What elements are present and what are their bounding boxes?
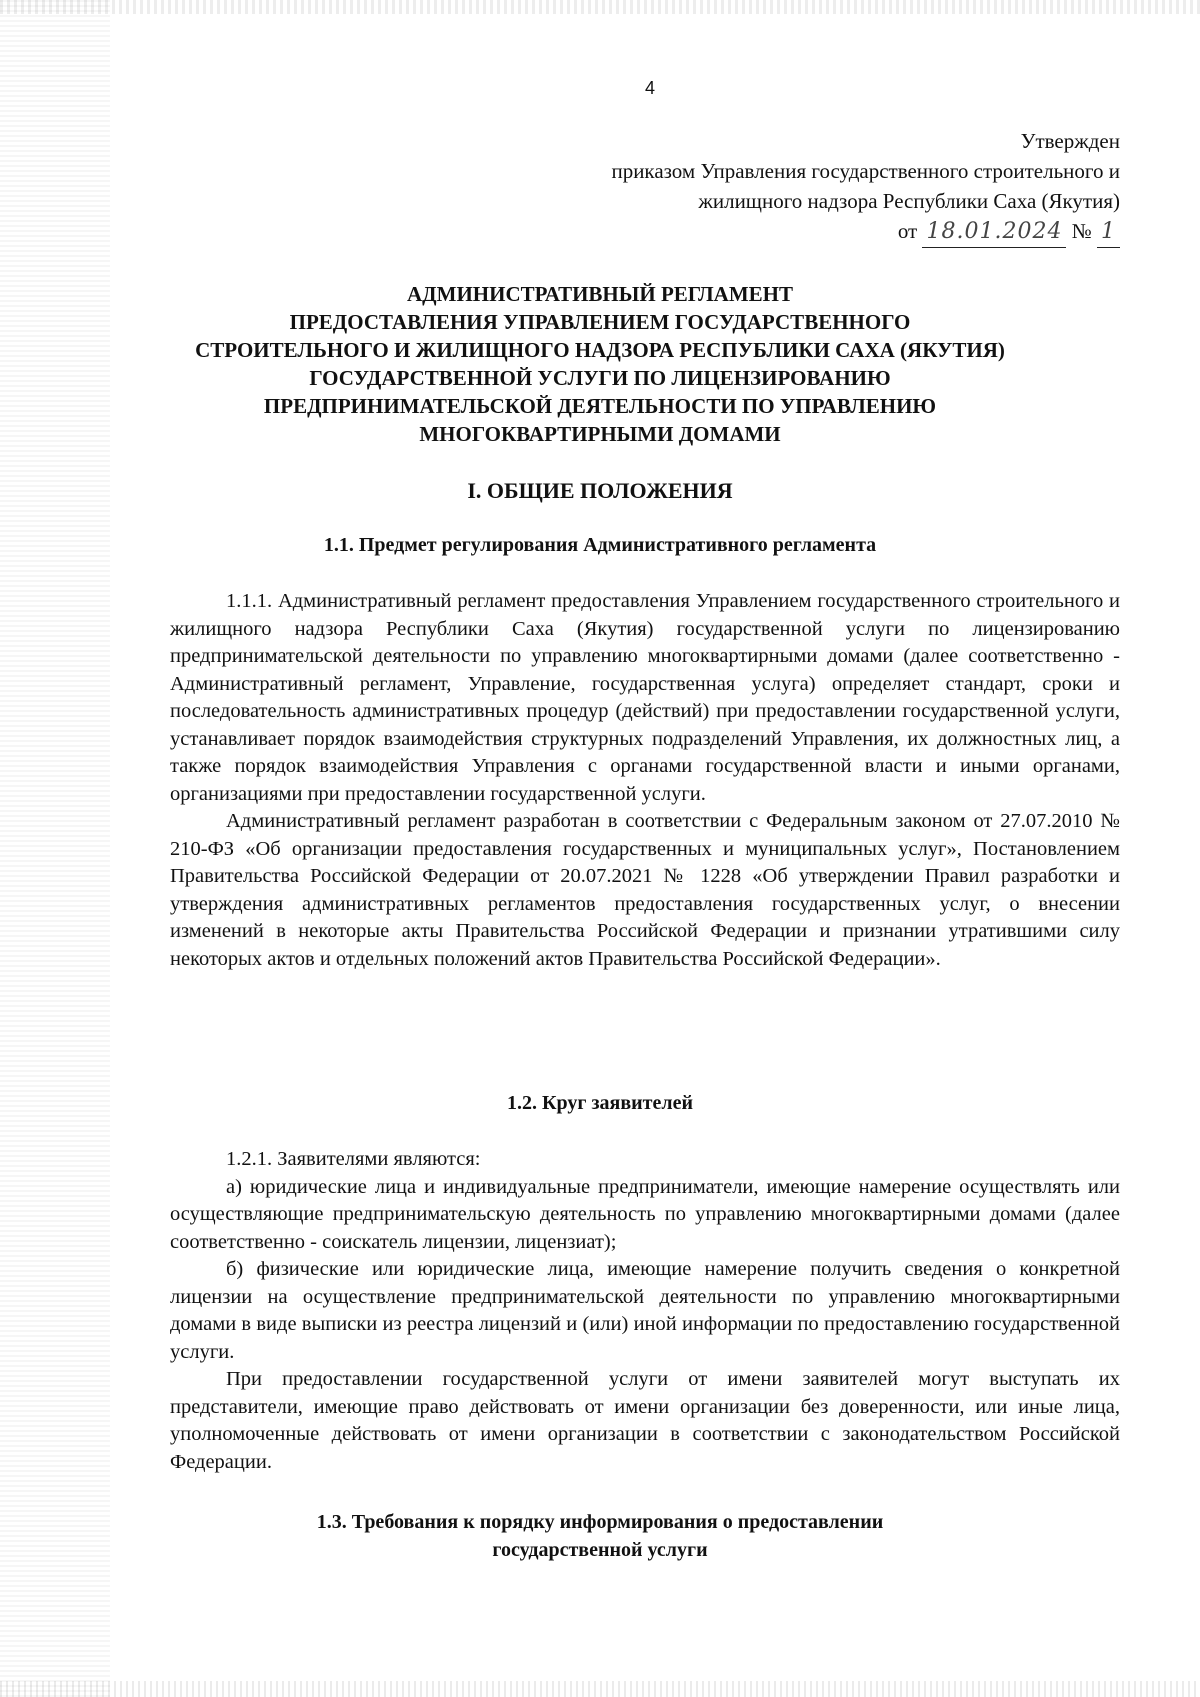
subsection-heading-1-1: 1.1. Предмет регулирования Административного регламента bbox=[323, 534, 877, 556]
paragraph: б) физические или юридические лица, имеющие намерение получить сведения о конкретной лицензии на осуществление предпринимательской деятельности по управлению многоквартирными домами в виде выписки из реестра лицензий и (или) иной информации по предоставлению государственной услуги. bbox=[170, 1258, 1120, 1363]
approval-line-2: приказом Управления государственного строительного и bbox=[611, 159, 1120, 183]
paragraph: При предоставлении государственной услуги от имени заявителей могут выступать их представители, имеющие право действовать от имени организации без доверенности, или иные лица, уполномоченные действовать от имени организации в соответствии с законодательством Российской Федерации. bbox=[170, 1368, 1120, 1473]
paragraph: 1.1.1. Административный регламент предоставления Управлением государственного строительного и жилищного надзора Республики Саха (Якутия) государственной услуги по лицензированию предпринимательской деятельности по управлению многоквартирными домами (далее соответственно - Административный регламент, Управление, государственная услуга) определяет стандарт, сроки и последовательность административных процедур (действий) при предоставлении государственной услуги, устанавливает порядок взаимодействия структурных подразделений Управления, их должностных лиц, а также порядок взаимодействия Управления с органами государственной власти и иными органами, организациями при предоставлении государственной услуги. bbox=[170, 590, 1120, 805]
paragraph: Административный регламент разработан в соответствии с Федеральным законом от 27.07.2010 № 210-ФЗ «Об организации предоставления государственных и муниципальных услуг», Постановлением Правительства Российской Федерации от 20.07.2021 № 1228 «Об утверждении Правил разработки и утверждения административных регламентов предоставления государственных услуг, о внесении изменений в некоторые акты Правительства Российской Федерации и признании утратившими силу некоторых актов и отдельных положений актов Правительства Российской Федерации». bbox=[170, 810, 1120, 970]
approval-stamp-block bbox=[420, 126, 1120, 248]
date-prefix: от bbox=[897, 219, 918, 243]
title-line: СТРОИТЕЛЬНОГО И ЖИЛИЩНОГО НАДЗОРА РЕСПУБЛИКИ САХА (ЯКУТИЯ) bbox=[195, 338, 1005, 362]
page-number: 4 bbox=[644, 78, 655, 98]
subsection-heading-1-3 bbox=[150, 1508, 1050, 1564]
approval-line-1: Утвержден bbox=[1020, 129, 1120, 153]
section-heading-1: I. ОБЩИЕ ПОЛОЖЕНИЯ bbox=[467, 478, 733, 503]
document-title bbox=[150, 280, 1050, 448]
paragraph: а) юридические лица и индивидуальные предприниматели, имеющие намерение осуществлять или осуществляющие предпринимательскую деятельность по управлению многоквартирными домами (далее соответственно - соискатель лицензии, лицензиат); bbox=[170, 1175, 1120, 1253]
handwritten-number: 1 bbox=[1097, 217, 1120, 248]
subsection-1-3-line: государственной услуги bbox=[492, 1539, 708, 1561]
title-line: МНОГОКВАРТИРНЫМИ ДОМАМИ bbox=[419, 422, 781, 446]
number-prefix: № bbox=[1071, 219, 1092, 243]
body-text-1-1 bbox=[170, 588, 1120, 973]
approval-date-number-line bbox=[420, 216, 1120, 248]
title-line: АДМИНИСТРАТИВНЫЙ РЕГЛАМЕНТ bbox=[407, 282, 793, 306]
body-text-1-2 bbox=[170, 1146, 1120, 1476]
approval-line-3: жилищного надзора Республики Саха (Якутия) bbox=[698, 189, 1120, 213]
title-line: ПРЕДОСТАВЛЕНИЯ УПРАВЛЕНИЕМ ГОСУДАРСТВЕННОГО bbox=[289, 310, 911, 334]
subsection-1-3-line: 1.3. Требования к порядку информирования о предоставлении bbox=[316, 1511, 884, 1533]
subsection-heading-1-2: 1.2. Круг заявителей bbox=[507, 1092, 693, 1114]
title-line: ПРЕДПРИНИМАТЕЛЬСКОЙ ДЕЯТЕЛЬНОСТИ ПО УПРАВЛЕНИЮ bbox=[263, 394, 937, 418]
handwritten-date: 18.01.2024 bbox=[922, 217, 1066, 248]
title-line: ГОСУДАРСТВЕННОЙ УСЛУГИ ПО ЛИЦЕНЗИРОВАНИЮ bbox=[309, 366, 891, 390]
paragraph: 1.2.1. Заявителями являются: bbox=[226, 1148, 481, 1170]
